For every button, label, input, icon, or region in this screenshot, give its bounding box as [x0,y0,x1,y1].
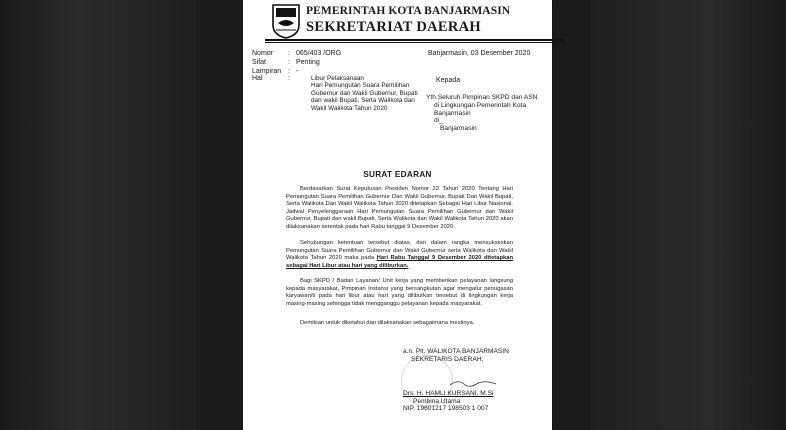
meta-nomor: Nomor : 065/403 /ORG [252,50,342,57]
letterhead-rule-thin [265,42,565,43]
meta-sifat: Sifat : Penting [252,59,320,66]
paragraph-1: Berdasarkan Surat Keputusan Presiden Nomor 22 Tahun 2020 Tentang Hari Pemungutan Suara Pemilihan Gubernur Dan Wakil Gubernur, Bupati Dan Wakil Bupati, Serta Walikota Dan Wakil Walikota Tahun 2020 ditetapkan Sebagai Hari Libur Nasional. Jadwal Penyelenggaraan Hari Pemungutan Suara Pemilihan Gubernur dan Wakil Gubernur, Bupati dan wakil Bupati, Serta Walikota dan Wakil Walikota Tahun 2020 akan dilaksanakan serentak pada hari Rabu tanggal 9 Desember 2020. [286,186,513,230]
meta-hal: Hal : [252,75,290,82]
letterhead-office: SEKRETARIAT DAERAH [306,19,482,35]
holiday-emphasis: Hari Rabu Tanggal 9 Desember 2020 ditetapkan sebagai Hari Libur atau hari yang diliburkan. [286,255,513,269]
recipient-kepada: Kepada [436,77,461,84]
paragraph-2: Sehubungan ketentuan tersebut diatas, dan dalam rangka mensukseskan Pemungutan Suara Pemilihan Gubernur dan Wakil Gubernur serta Walikota dan Wakil Walikota Tahun 2020 maka pada Hari Rabu Tanggal 9 Desember 2020 ditetapkan sebagai Hari Libur atau hari yang diliburkan. [286,240,513,269]
meta-lampiran: Lampiran : - [252,68,299,75]
letterhead-government: PEMERINTAH KOTA BANJARMASIN [306,5,511,17]
paragraph-3: Bagi SKPD / Badan Layanan/ Unit kerja yang memberikan pelayanan langsung kepada masyarakat, Pimpinan Instansi yang bersangkutan agar mengatur penugasan karyawan/ti pada hari libur atau hari yang diliburkan tersebut di lingkungan kerja masing-masing sehingga tidak mengganggu pelayanan kepada masyarakat. [286,278,513,307]
meta-hal-text: Libur Pelaksanaan Hari Pemungutan Suara Pemilihan Gubernur dan Wakil Gubernur, Bupati dan wakil Bupati, Serta Walikota dan Wakil Walikota Tahun 2020 [311,75,418,112]
city-logo-icon [271,3,301,39]
letterhead-rule [265,39,565,41]
background-right [590,0,786,430]
signatory-rank: Pembina Utama [413,397,461,405]
document-title: SURAT EDARAN [363,170,432,179]
signatory-details [403,390,494,413]
signatory-nip: NIP. 19601217 198503 1 007 [403,405,489,413]
signature-title: a.n. Plt. WALIKOTA BANJARMASIN SEKRETARIS DAERAH, [403,348,509,363]
handwritten-signature-icon [448,378,498,388]
recipient-address: Yth.Seluruh Pimpinan SKPD dan ASN di Lingkungan Pemerintah Kota Banjarmasin di_ Banjarmasin [426,94,538,133]
document-page [243,0,552,430]
signatory-name: Drs. H. HAMLI KURSANI, M.Si [403,390,494,397]
background-left [0,0,196,430]
paragraph-4: Demikian untuk diketahui dan dilaksanakan sebagaimana mestinya. [300,320,475,326]
letter-date: Banjarmasin, 03 Desember 2020 [428,50,531,57]
